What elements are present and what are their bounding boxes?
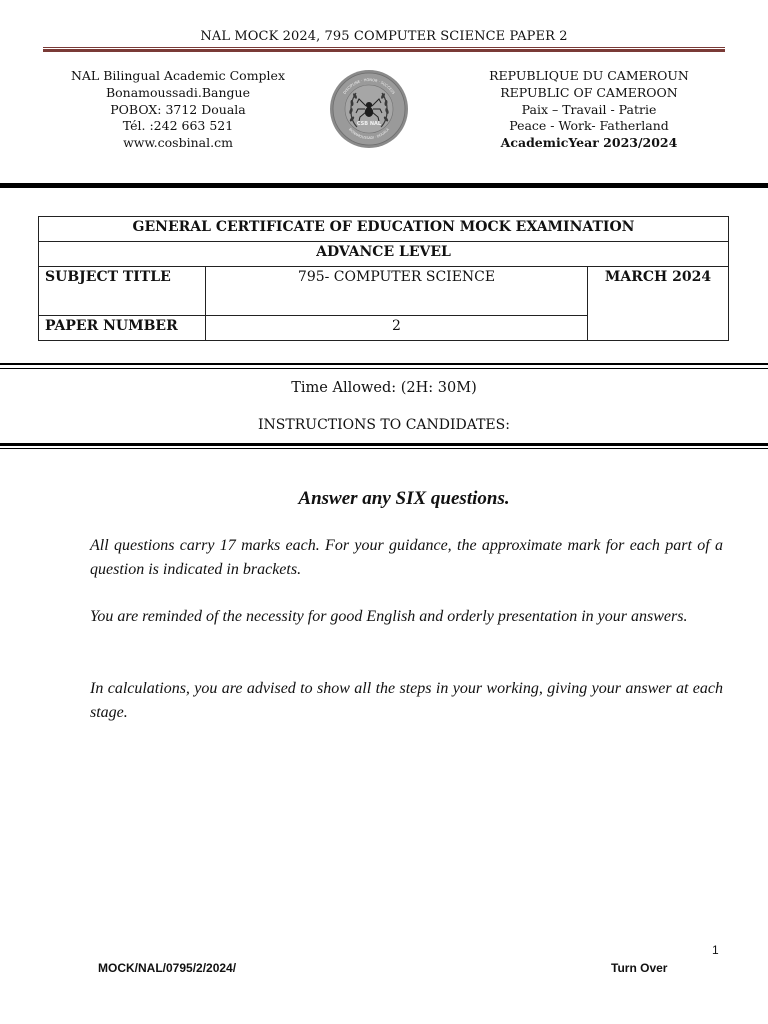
header-rule-thick (43, 49, 725, 52)
instruction-paragraph: In calculations, you are advised to show all the steps in your working, giving your answer at each stage. (90, 680, 723, 721)
republic-info (478, 68, 700, 152)
exam-title: GENERAL CERTIFICATE OF EDUCATION MOCK EXAMINATION (39, 217, 729, 242)
exam-details-table (38, 216, 729, 341)
running-header: NAL MOCK 2024, 795 COMPUTER SCIENCE PAPER 2 (200, 29, 568, 44)
instructions-heading: INSTRUCTIONS TO CANDIDATES: (258, 417, 510, 433)
section-rule (0, 183, 768, 188)
motto-fr: Paix – Travail - Patrie (521, 101, 657, 117)
section-rule (0, 363, 768, 365)
crest-top-text: DISCIPLINE · HONOR · SUCCESS (342, 77, 396, 95)
republic-fr: REPUBLIQUE DU CAMEROUN (489, 68, 689, 83)
instruction-paragraph: You are reminded of the necessity for good English and orderly presentation in your answers. (90, 608, 688, 625)
school-name: NAL Bilingual Academic Complex (70, 68, 286, 83)
school-crest-icon (329, 69, 409, 149)
crest-bottom-text: BONAMOUSSADI · DOUALA (348, 127, 390, 141)
turn-over-label: Turn Over (611, 961, 668, 975)
school-info (60, 68, 296, 152)
header-rule (43, 47, 725, 48)
answer-instruction: Answer any SIX questions. (298, 488, 510, 509)
school-phone: Tél. :242 663 521 (122, 118, 234, 134)
section-rule (0, 368, 768, 369)
motto-en: Peace - Work- Fatherland (509, 118, 669, 134)
paper-number-value: 2 (206, 316, 588, 341)
section-rule (0, 448, 768, 449)
section-rule (0, 443, 768, 446)
exam-date: MARCH 2024 (588, 267, 729, 341)
republic-en: REPUBLIC OF CAMEROON (500, 84, 678, 100)
subject-title-label: SUBJECT TITLE (39, 267, 206, 316)
time-allowed: Time Allowed: (2H: 30M) (291, 380, 477, 396)
paper-code: MOCK/NAL/0795/2/2024/ (98, 961, 237, 975)
school-address: Bonamoussadi.Bangue (105, 84, 251, 100)
crest-center-text: CSB NAL (356, 121, 382, 127)
subject-title-value: 795- COMPUTER SCIENCE (206, 267, 588, 316)
school-pobox: POBOX: 3712 Douala (110, 101, 246, 117)
school-website: www.cosbinal.cm (123, 135, 233, 151)
instruction-paragraph: All questions carry 17 marks each. For your guidance, the approximate mark for each part of a question is indicated in brackets. (90, 537, 723, 578)
exam-level: ADVANCE LEVEL (39, 242, 729, 267)
paper-number-label: PAPER NUMBER (39, 316, 206, 341)
page-number: 1 (712, 943, 719, 957)
academic-year: AcademicYear 2023/2024 (500, 135, 678, 151)
